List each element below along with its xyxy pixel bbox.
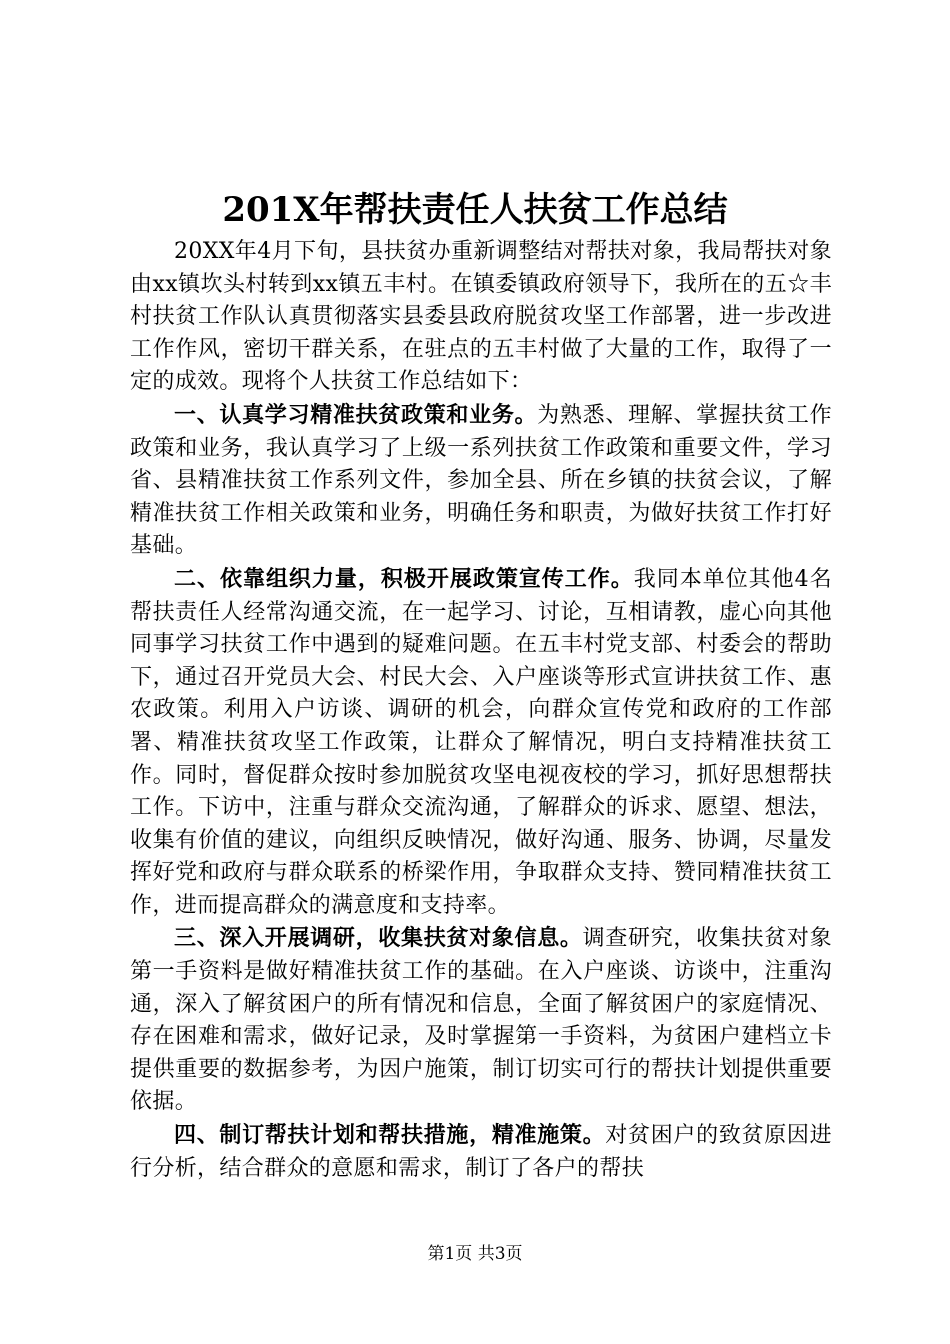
section-paragraph-4 <box>130 1119 832 1185</box>
section-paragraph-3 <box>130 922 832 1119</box>
intro-paragraph: 20XX年4月下旬，县扶贫办重新调整结对帮扶对象，我局帮扶对象由xx镇坎头村转到xx镇五丰村。在镇委镇政府领导下，我所在的五☆丰村扶贫工作队认真贯彻落实县委县政府脱贫攻坚工作部署，进一步改进工作作风，密切干群关系，在驻点的五丰村做了大量的工作，取得了一定的成效。现将个人扶贫工作总结如下： <box>130 239 832 395</box>
section-paragraph-1 <box>130 399 832 563</box>
section-heading-1: 一、认真学习精准扶贫政策和业务。 <box>174 401 538 428</box>
section-heading-3: 三、深入开展调研，收集扶贫对象信息。 <box>174 925 583 952</box>
section-heading-2: 二、依靠组织力量，积极开展政策宣传工作。 <box>174 565 634 592</box>
section-text-3: 调查研究，收集扶贫对象第一手资料是做好精准扶贫工作的基础。在入户座谈、访谈中，注重沟通，深入了解贫困户的所有情况和信息，全面了解贫困户的家庭情况、存在困难和需求，做好记录，及时掌握第一手资料，为贫困户建档立卡提供重要的数据参考，为因户施策，制订切实可行的帮扶计划提供重要依据。 <box>130 926 832 1115</box>
section-text-1: 为熟悉、理解、掌握扶贫工作政策和业务，我认真学习了上级一系列扶贫工作政策和重要文件，学习省、县精准扶贫工作系列文件，参加全县、所在乡镇的扶贫会议，了解精准扶贫工作相关政策和业务，明确任务和职责，为做好扶贫工作打好基础。 <box>130 402 832 559</box>
section-paragraph-2 <box>130 563 832 923</box>
section-heading-4: 四、制订帮扶计划和帮扶措施，精准施策。 <box>174 1122 606 1149</box>
document-title: 201X年帮扶责任人扶贫工作总结 <box>222 190 728 230</box>
document-body <box>130 236 832 1185</box>
page-number-footer: 第1页 共3页 <box>427 1244 523 1264</box>
section-text-2: 我同本单位其他4名帮扶责任人经常沟通交流，在一起学习、讨论，互相请教，虚心向其他同事学习扶贫工作中遇到的疑难问题。在五丰村党支部、村委会的帮助下，通过召开党员大会、村民大会、入户座谈等形式宣讲扶贫工作、惠农政策。利用入户访谈、调研的机会，向群众宣传党和政府的工作部署、精准扶贫攻坚工作政策，让群众了解情况，明白支持精准扶贫工作。同时，督促群众按时参加脱贫攻坚电视夜校的学习，抓好思想帮扶工作。下访中，注重与群众交流沟通，了解群众的诉求、愿望、想法，收集有价值的建议，向组织反映情况，做好沟通、服务、协调，尽量发挥好党和政府与群众联系的桥梁作用，争取群众支持、赞同精准扶贫工作，进而提高群众的满意度和支持率。 <box>130 566 832 918</box>
section-text-4: 对贫困户的致贫原因进行分析，结合群众的意愿和需求，制订了各户的帮扶 <box>130 1123 832 1181</box>
